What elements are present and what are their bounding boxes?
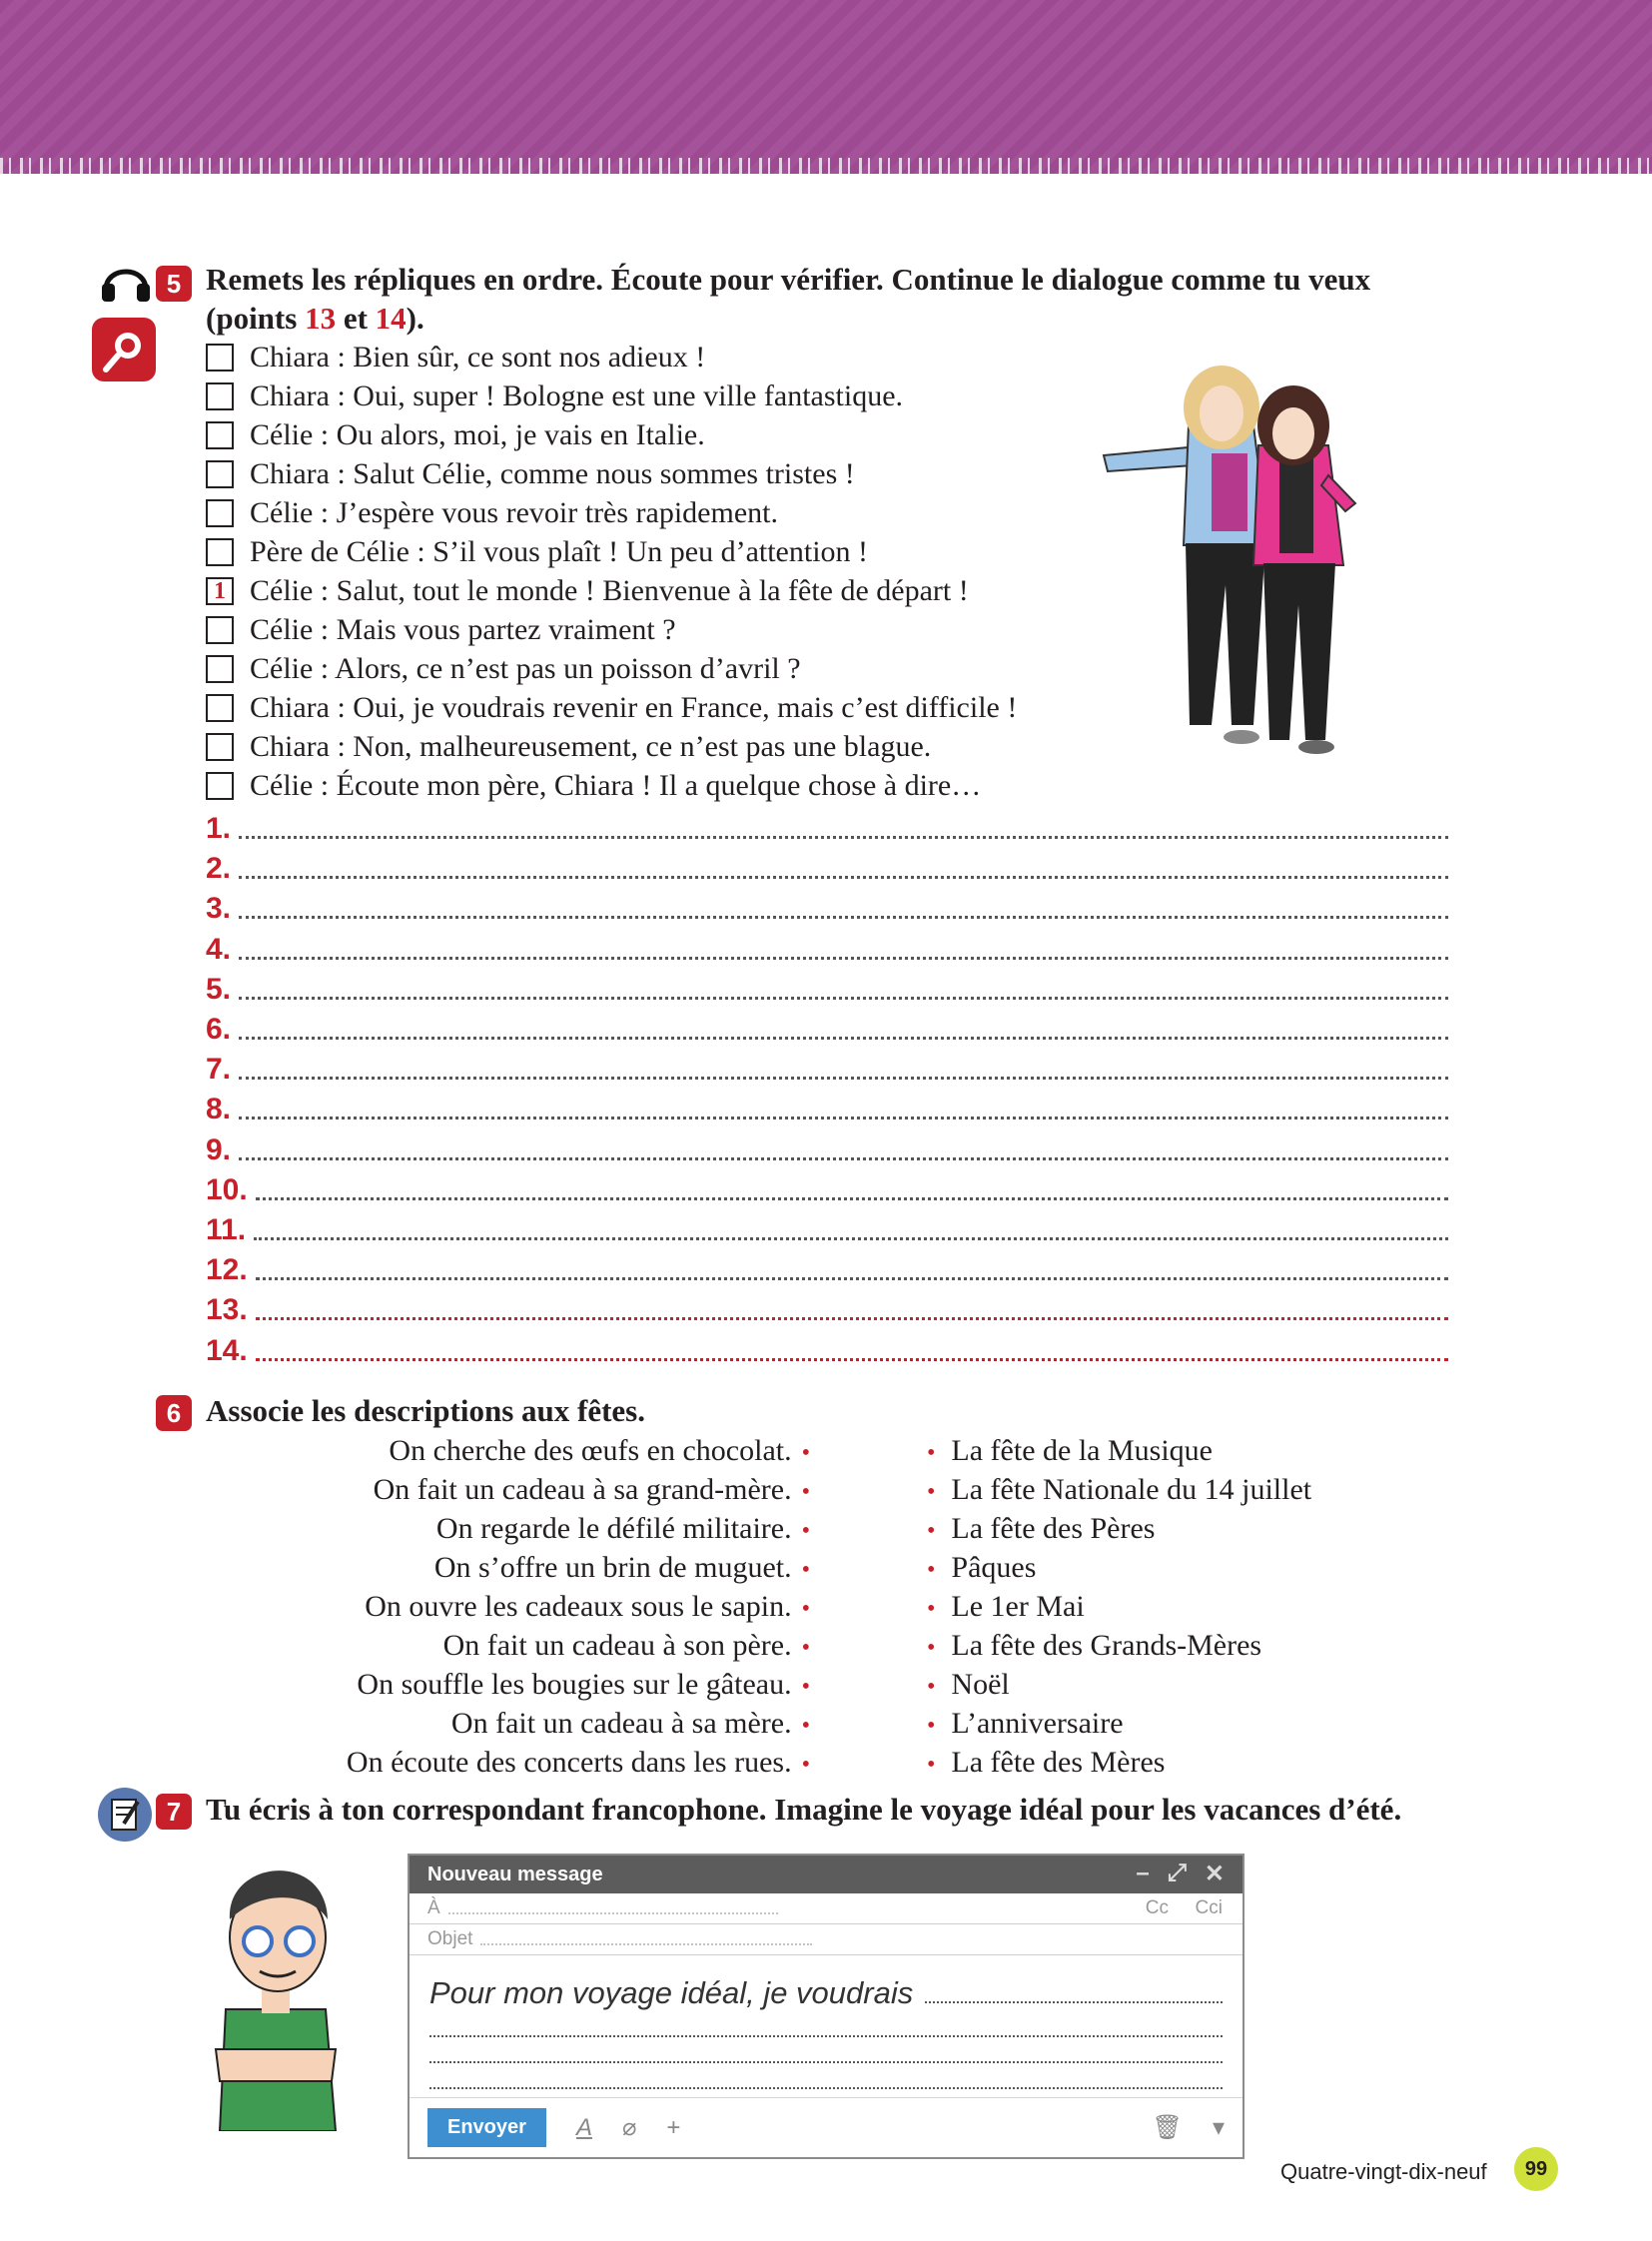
dialogue-line [206,339,705,376]
dialogue-text: Célie : Ou alors, moi, je vais en Italie. [250,418,705,451]
dialogue-line [206,767,981,805]
fete-text: Le 1er Mai [951,1590,1085,1623]
dialogue-line [206,377,903,415]
answer-number: 5. [206,972,232,1006]
match-bullet[interactable]: • [801,1440,810,1466]
dialogue-text: Célie : Alors, ce n’est pas un poisson d’avril ? [250,652,801,685]
description-text: On fait un cadeau à sa grand-mère. [373,1473,792,1506]
answer-dotted-line[interactable] [239,1117,1448,1120]
answer-dotted-line[interactable] [239,1077,1448,1080]
dialogue-line [206,611,676,649]
answer-number: 8. [206,1093,232,1126]
instruction-text: Remets les répliques en ordre. Écoute pour vérifier. Continue le dialogue comme tu veux [206,262,1371,297]
banner-torn-edge [0,158,1652,176]
description-text: On cherche des œufs en chocolat. [389,1434,792,1467]
answer-number: 1. [206,812,232,845]
match-bullet[interactable]: • [801,1596,810,1622]
minimize-icon[interactable]: – [1136,1860,1150,1886]
order-checkbox[interactable] [206,499,234,527]
cc-button[interactable]: Cc [1145,1897,1169,1918]
subject-input-line[interactable] [480,1943,812,1945]
answer-dotted-line[interactable] [254,1237,1448,1240]
answer-line[interactable] [206,847,1448,887]
description-text: On s’offre un brin de muguet. [433,1551,792,1584]
dialogue-line [206,494,778,532]
answer-dotted-line[interactable] [256,1197,1448,1200]
answer-dotted-line[interactable] [239,997,1448,1000]
answer-number: 12. [206,1253,248,1287]
answer-dotted-line[interactable] [239,957,1448,960]
description-item[interactable] [434,1548,810,1587]
dialogue-text: Célie : Salut, tout le monde ! Bienvenue à la fête de départ ! [250,574,969,607]
answer-dotted-line[interactable] [256,1317,1448,1320]
answer-line[interactable] [206,1288,1448,1328]
description-item[interactable] [389,1431,810,1470]
match-bullet[interactable]: • [927,1440,936,1466]
answer-number: 10. [206,1172,248,1206]
format-text-icon[interactable]: A [575,2113,592,2141]
subject-label: Objet [427,1928,473,1949]
description-item[interactable] [347,1743,810,1782]
exercise-6-instruction: Associe les descriptions aux fêtes. [206,1393,645,1428]
dialogue-text: Célie : Mais vous partez vraiment ? [250,613,676,646]
instruction-close: ). [406,301,424,336]
answer-line[interactable] [206,928,1448,968]
answer-line[interactable] [206,807,1448,847]
two-girls-illustration [1094,356,1398,765]
point-13: 13 [305,301,337,336]
fete-item[interactable] [927,1743,1165,1782]
dialogue-line [206,416,705,454]
search-key-icon [92,318,156,381]
match-bullet[interactable]: • [801,1752,810,1778]
order-checkbox[interactable] [206,421,234,449]
email-footer [410,2097,1242,2157]
description-item[interactable] [443,1626,810,1665]
dialogue-line [206,689,1017,727]
description-text: On fait un cadeau à son père. [442,1629,792,1662]
match-bullet[interactable]: • [801,1674,810,1700]
insert-plus-icon[interactable]: + [666,2113,681,2141]
boy-illustration [196,1850,356,2131]
answer-number: 14. [206,1333,248,1367]
answer-line[interactable] [206,887,1448,927]
answer-line[interactable] [206,968,1448,1008]
match-bullet[interactable]: • [927,1518,936,1544]
answer-line[interactable] [206,1208,1448,1248]
description-item[interactable] [436,1509,810,1548]
dialogue-line [206,533,868,571]
order-checkbox[interactable] [206,772,234,800]
answer-number: 13. [206,1293,248,1327]
to-label: À [427,1897,440,1918]
page-number-words: Quatre-vingt-dix-neuf [1280,2159,1487,2184]
answer-number: 2. [206,852,232,886]
dialogue-text: Père de Célie : S’il vous plaît ! Un peu d’attention ! [250,535,869,568]
description-item[interactable] [365,1587,810,1626]
fete-item[interactable] [927,1548,1036,1587]
body-line-4 [429,2063,1223,2089]
answer-number: 11. [206,1213,247,1246]
body-line-1 [925,2001,1223,2003]
exercise-7-number: 7 [156,1794,192,1830]
page-number-badge: 99 [1514,2147,1558,2191]
match-bullet[interactable]: • [801,1635,810,1661]
fete-text: La fête des Grands-Mères [951,1629,1262,1662]
description-text: On ouvre les cadeaux sous le sapin. [365,1590,792,1623]
exercise-7-instruction: Tu écris à ton correspondant francophone. Imagine le voyage idéal pour les vacances d’été. [206,1792,1402,1827]
dialogue-text: Chiara : Salut Célie, comme nous sommes tristes ! [250,457,855,490]
fete-text: Noël [951,1668,1010,1701]
answer-line[interactable] [206,1128,1448,1168]
match-bullet[interactable]: • [801,1713,810,1739]
match-bullet[interactable]: • [927,1713,936,1739]
answer-dotted-line[interactable] [256,1358,1448,1361]
fete-item[interactable] [927,1626,1261,1665]
cci-button[interactable]: Cci [1195,1897,1223,1918]
fete-text: Pâques [951,1551,1037,1584]
answer-line[interactable] [206,1048,1448,1088]
order-checkbox[interactable] [206,655,234,683]
description-item[interactable] [357,1665,810,1704]
answer-number: 6. [206,1013,232,1046]
header-banner [0,0,1652,174]
answer-dotted-line[interactable] [239,836,1448,839]
answer-number: 9. [206,1132,232,1166]
email-header [410,1856,1242,1893]
answer-number: 7. [206,1053,232,1087]
trash-icon[interactable]: 🗑 [1152,2114,1183,2141]
dialogue-text: Chiara : Oui, super ! Bologne est une ville fantastique. [250,379,904,412]
instruction-and: et [336,301,376,336]
attach-icon[interactable]: ⌀ [621,2114,637,2141]
email-compose-window [408,1854,1244,2159]
match-bullet[interactable]: • [801,1557,810,1583]
answer-line[interactable] [206,1088,1448,1127]
exercise-5-number: 5 [156,266,192,302]
match-bullet[interactable]: • [927,1596,936,1622]
answer-number: 3. [206,892,232,926]
notebook-pencil-icon [98,1788,152,1842]
fete-item[interactable] [927,1587,1085,1626]
order-checkbox[interactable] [206,460,234,488]
answer-dotted-line[interactable] [239,916,1448,919]
fete-item[interactable] [927,1509,1155,1548]
match-bullet[interactable]: • [927,1635,936,1661]
order-checkbox[interactable] [206,538,234,566]
fete-text: La fête des Mères [951,1746,1166,1779]
fete-item[interactable] [927,1470,1311,1509]
fete-item[interactable] [927,1704,1124,1743]
send-button[interactable]: Envoyer [427,2108,546,2147]
fete-text: La fête de la Musique [951,1434,1213,1467]
fete-item[interactable] [927,1665,1010,1704]
body-line-3 [429,2037,1223,2063]
description-text: On souffle les bougies sur le gâteau. [357,1668,792,1701]
match-bullet[interactable]: • [927,1557,936,1583]
dialogue-line [206,728,931,766]
dialogue-text: Chiara : Oui, je voudrais revenir en France, mais c’est difficile ! [250,691,1018,724]
answer-line[interactable] [206,1008,1448,1048]
match-bullet[interactable]: • [927,1674,936,1700]
dialogue-line [206,650,801,688]
email-body-text: Pour mon voyage idéal, je voudrais [429,1975,914,2010]
fete-text: La fête des Pères [951,1512,1156,1545]
description-text: On regarde le défilé militaire. [435,1512,792,1545]
match-bullet[interactable]: • [927,1752,936,1778]
fete-item[interactable] [927,1431,1213,1470]
answer-number: 4. [206,932,232,966]
dialogue-text: Chiara : Non, malheureusement, ce n’est pas une blague. [250,730,932,763]
order-checkbox[interactable] [206,733,234,761]
fete-text: La fête Nationale du 14 juillet [951,1473,1312,1506]
to-field[interactable] [410,1893,1242,1924]
expand-icon[interactable]: ⤢ [1167,1860,1187,1886]
point-14: 14 [375,301,407,336]
answer-dotted-line[interactable] [239,1037,1448,1040]
subject-field[interactable] [410,1924,1242,1955]
match-bullet[interactable]: • [927,1479,936,1505]
answer-dotted-line[interactable] [256,1277,1448,1280]
description-item[interactable] [374,1470,810,1509]
answer-dotted-line[interactable] [239,1157,1448,1160]
description-text: On écoute des concerts dans les rues. [346,1746,792,1779]
headphones-icon [100,256,152,304]
more-options-icon[interactable]: ▾ [1212,2114,1225,2141]
fete-text: L’anniversaire [951,1707,1124,1740]
dialogue-line [206,455,855,493]
order-checkbox[interactable] [206,694,234,722]
match-bullet[interactable]: • [801,1479,810,1505]
answer-line[interactable] [206,1248,1448,1288]
instruction-open: (points [206,301,306,336]
order-checkbox[interactable] [206,616,234,644]
body-line-2 [429,2011,1223,2037]
description-item[interactable] [451,1704,810,1743]
dialogue-text: Chiara : Bien sûr, ce sont nos adieux ! [250,341,706,374]
close-icon[interactable]: ✕ [1204,1861,1225,1887]
email-title: Nouveau message [427,1863,603,1885]
dialogue-line [206,572,969,610]
answer-line[interactable] [206,1168,1448,1208]
order-checkbox[interactable] [206,344,234,372]
exercise-6-number: 6 [156,1395,192,1431]
dialogue-text: Célie : J’espère vous revoir très rapidement. [250,496,778,529]
order-checkbox[interactable] [206,382,234,410]
answer-dotted-line[interactable] [239,876,1448,879]
match-bullet[interactable]: • [801,1518,810,1544]
answer-line[interactable] [206,1329,1448,1369]
to-input-line[interactable] [448,1912,778,1914]
exercise-5-instruction [206,260,1444,338]
email-body[interactable] [410,1957,1242,2097]
order-checkbox[interactable]: 1 [206,577,234,605]
dialogue-text: Célie : Écoute mon père, Chiara ! Il a quelque chose à dire… [250,769,982,802]
description-text: On fait un cadeau à sa mère. [450,1707,792,1740]
